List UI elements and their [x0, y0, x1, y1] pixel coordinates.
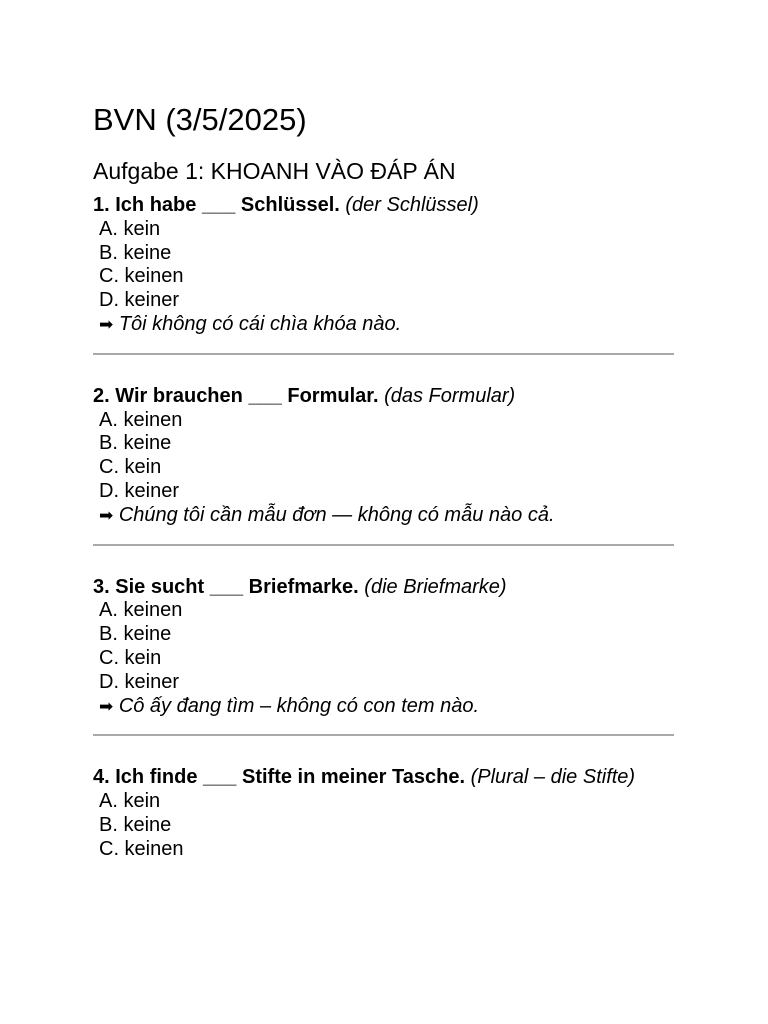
answer-option-b: B. keine — [99, 813, 172, 836]
question-prompt — [93, 576, 674, 600]
answer-option-b: B. keine — [99, 241, 172, 264]
question-number: 1. — [93, 194, 110, 216]
question-prompt — [93, 385, 674, 409]
question-3 — [93, 576, 674, 720]
blank: ___ — [203, 766, 237, 789]
question-2 — [93, 385, 674, 529]
divider — [93, 353, 674, 355]
sentence-start: Ich finde — [115, 766, 198, 789]
answer-option-b: B. keine — [99, 432, 172, 455]
sentence-end: Stifte in meiner Tasche. — [241, 766, 466, 789]
question-hint: (Plural – die Stifte) — [470, 766, 636, 789]
arrow-right-icon: ➡ — [99, 505, 114, 526]
answer-option-c: C. keinen — [99, 265, 184, 288]
question-prompt — [93, 766, 674, 790]
arrow-right-icon: ➡ — [99, 696, 114, 717]
question-4 — [93, 766, 674, 861]
blank: ___ — [248, 384, 282, 407]
translation — [93, 313, 674, 338]
question-prompt — [93, 194, 674, 218]
answer-option-a: A. keinen — [99, 408, 183, 431]
blank: ___ — [201, 194, 236, 216]
document-title: BVN (3/5/2025) — [93, 102, 307, 137]
translation-text: Tôi không có cái chìa khóa nào. — [118, 312, 402, 335]
answer-option-b: B. keine — [99, 623, 172, 646]
section-title: Aufgabe 1: KHOANH VÀO ĐÁP ÁN — [93, 158, 456, 184]
answer-option-d: D. keiner — [99, 479, 180, 502]
translation — [93, 695, 674, 720]
divider — [93, 734, 674, 736]
sentence-end: Schlüssel. — [240, 194, 340, 216]
answer-option-d: D. keiner — [99, 670, 180, 693]
answer-option-a: A. keinen — [99, 599, 183, 622]
blank: ___ — [209, 575, 244, 598]
question-hint: (die Briefmarke) — [364, 575, 507, 598]
sentence-end: Formular. — [287, 384, 379, 407]
arrow-right-icon: ➡ — [99, 314, 114, 335]
question-hint: (der Schlüssel) — [345, 194, 479, 216]
question-1 — [93, 194, 674, 338]
sentence-end: Briefmarke. — [248, 575, 359, 598]
answer-option-c: C. kein — [99, 646, 162, 669]
question-number: 2. — [93, 384, 110, 407]
translation-text: Chúng tôi cần mẫu đơn — không có mẫu nào cả. — [118, 503, 555, 526]
answer-option-a: A. kein — [99, 217, 161, 240]
sentence-start: Wir brauchen — [115, 384, 243, 407]
answer-option-c: C. kein — [99, 456, 162, 479]
answer-option-d: D. keiner — [99, 289, 180, 312]
question-hint: (das Formular) — [384, 384, 516, 407]
sentence-start: Sie sucht — [115, 575, 205, 598]
divider — [93, 544, 674, 546]
translation — [93, 504, 674, 529]
question-number: 4. — [93, 766, 110, 789]
translation-text: Cô ấy đang tìm – không có con tem nào. — [118, 694, 480, 717]
question-number: 3. — [93, 575, 110, 598]
sentence-start: Ich habe — [115, 194, 197, 216]
answer-option-a: A. kein — [99, 790, 161, 813]
answer-option-c: C. keinen — [99, 837, 184, 860]
